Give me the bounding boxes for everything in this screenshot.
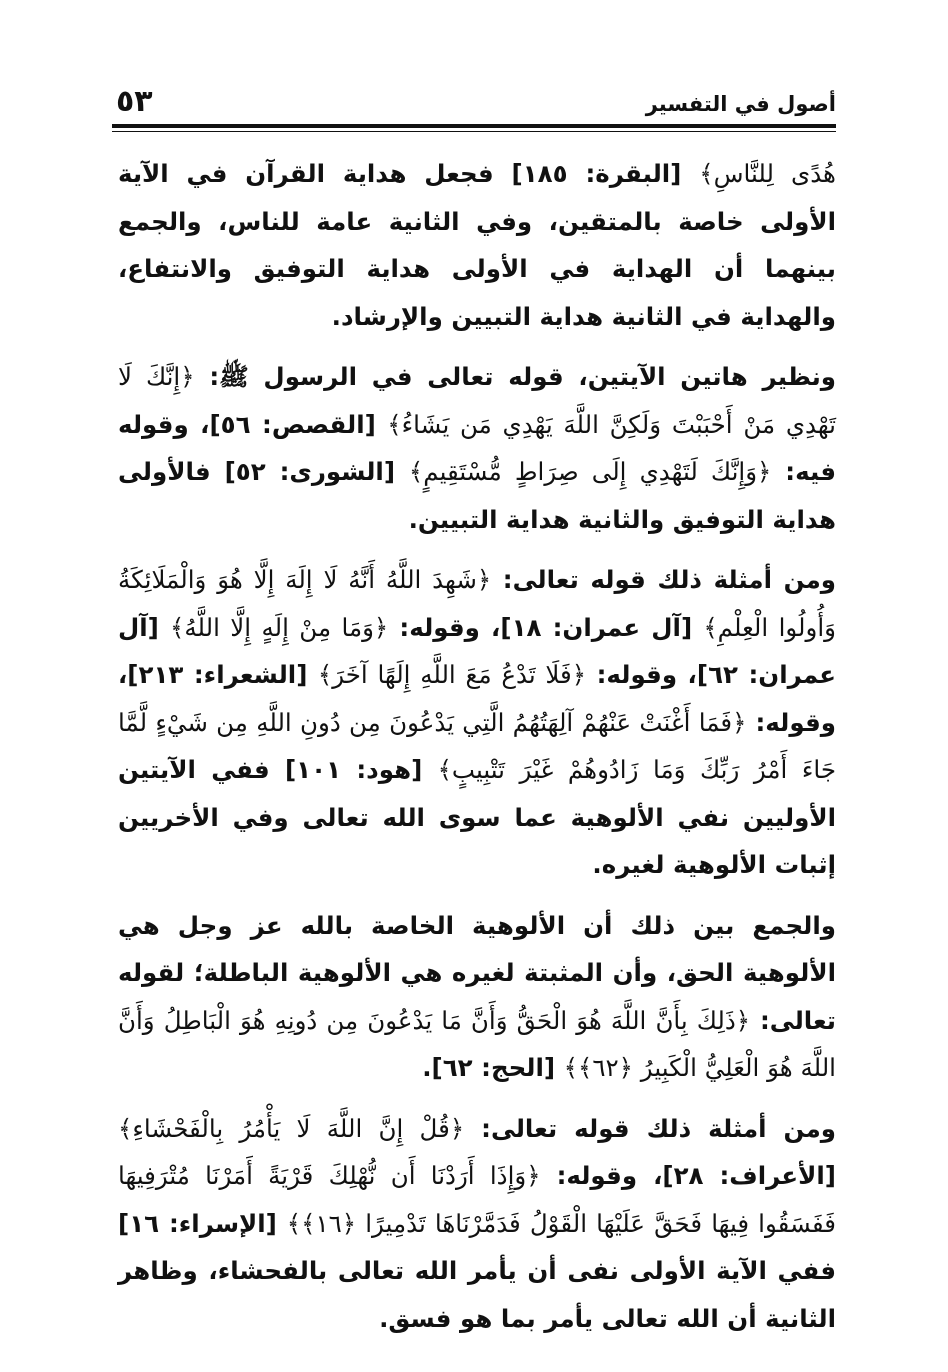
quran-verse: ﴿وَمَا مِنْ إِلَهٍ إِلَّا اللَّهُ﴾ bbox=[170, 612, 389, 642]
quran-verse: ﴿فَلَا تَدْعُ مَعَ اللَّهِ إِلَهًا آخَرَ﴾ bbox=[317, 660, 587, 689]
text-segment: [القصص: ٥٦]، وقوله فيه: bbox=[118, 409, 836, 486]
text-segment: [آل عمران: ٦٢]، وقوله: bbox=[118, 612, 836, 689]
book-title: أصول في التفسير bbox=[645, 92, 836, 116]
paragraph bbox=[118, 150, 836, 340]
paragraph bbox=[118, 902, 836, 1092]
quran-verse: ﴿وَإِنَّكَ لَتَهْدِي إِلَى صِرَاطٍ مُّسْتَقِيمٍ﴾ bbox=[408, 457, 772, 486]
quran-verse: ﴿وَإِذَا أَرَدْنَا أَن نُّهْلِكَ قَرْيَةً أَمَرْنَا مُتْرَفِيهَا فَفَسَقُوا فِيهَا فَحَقَّ عَلَيْهَا الْقَوْلُ فَدَمَّرْنَاهَا تَدْمِيرًا ﴿١٦﴾﴾ bbox=[118, 1161, 836, 1238]
text-segment: [الإسراء: ١٦] ففي الآية الأولى نفى أن يأمر الله تعالى بالفحشاء، وظاهر الثانية أن الله تعالى يأمر بما هو فسق. bbox=[118, 1208, 836, 1333]
paragraph bbox=[118, 556, 836, 889]
text-segment: ونظير هاتين الآيتين، قوله تعالى في الرسول ﷺ: bbox=[194, 362, 837, 391]
page-number: ٥٣ bbox=[116, 84, 153, 119]
quran-verse: ﴿فَمَا أَغْنَتْ عَنْهُمْ آلِهَتُهُمُ الَّتِي يَدْعُونَ مِن دُونِ اللَّهِ مِن شَيْءٍ لَّمَّا جَاءَ أَمْرُ رَبِّكَ وَمَا زَادُوهُمْ غَيْرَ تَتْبِيبٍ﴾ bbox=[118, 707, 836, 784]
quran-verse: ﴿إِنَّكَ لَا تَهْدِي مَنْ أَحْبَبْتَ وَلَكِنَّ اللَّهَ يَهْدِي مَن يَشَاءُ﴾ bbox=[118, 362, 836, 439]
text-segment: [البقرة: ١٨٥] فجعل هداية القرآن في الآية الأولى خاصة بالمتقين، وفي الثانية عامة للناس، والجمع بينهما أن الهداية في الأولى هداية التوفيق والانتفاع، والهداية في الثانية هداية التبيين والإرشاد. bbox=[118, 159, 836, 331]
paragraph bbox=[118, 353, 836, 543]
page-header bbox=[112, 82, 836, 122]
text-segment: [الشعراء: ٢١٣]، وقوله: bbox=[118, 660, 836, 737]
text-segment: [هود: ١٠١] ففي الآيتين الأوليين نفي الألوهية عما سوى الله تعالى وفي الأخريين إثبات الألوهية لغيره. bbox=[118, 755, 836, 879]
text-segment: [الحج: ٦٢]. bbox=[422, 1053, 564, 1082]
header-rule-thick bbox=[112, 124, 836, 128]
text-segment: [آل عمران: ١٨]، وقوله: bbox=[388, 612, 704, 642]
text-segment: [الأعراف: ٢٨]، وقوله: bbox=[540, 1161, 836, 1190]
text-segment: [الشورى: ٥٢] فالأولى هداية التوفيق والثانية هداية التبيين. bbox=[118, 457, 836, 534]
quran-verse: ﴿قُلْ إِنَّ اللَّهَ لَا يَأْمُرُ بِالْفَحْشَاءِ﴾ bbox=[118, 1113, 465, 1143]
quran-verse: ﴿ذَلِكَ بِأَنَّ اللَّهَ هُوَ الْحَقُّ وَأَنَّ مَا يَدْعُونَ مِن دُونِهِ هُوَ الْبَاطِلُ وَأَنَّ اللَّهَ هُوَ الْعَلِيُّ الْكَبِيرُ ﴿٦٢﴾﴾ bbox=[118, 1005, 836, 1082]
body-text bbox=[118, 150, 836, 1355]
quran-verse: هُدًى لِلنَّاسِ﴾ bbox=[699, 159, 836, 188]
paragraph bbox=[118, 1105, 836, 1343]
header-rule-thin bbox=[112, 131, 836, 132]
quran-verse: ﴿شَهِدَ اللَّهُ أَنَّهُ لَا إِلَهَ إِلَّا هُوَ وَالْمَلَائِكَةُ وَأُولُوا الْعِلْمِ﴾ bbox=[118, 565, 836, 642]
text-segment: ومن أمثلة ذلك قوله تعالى: bbox=[464, 1113, 836, 1143]
text-segment: ومن أمثلة ذلك قوله تعالى: bbox=[491, 565, 837, 594]
text-segment: والجمع بين ذلك أن الألوهية الخاصة بالله عز وجل هي الألوهية الحق، وأن المثبتة لغيره هي الألوهية الباطلة؛ لقوله تعالى: bbox=[118, 910, 836, 1035]
